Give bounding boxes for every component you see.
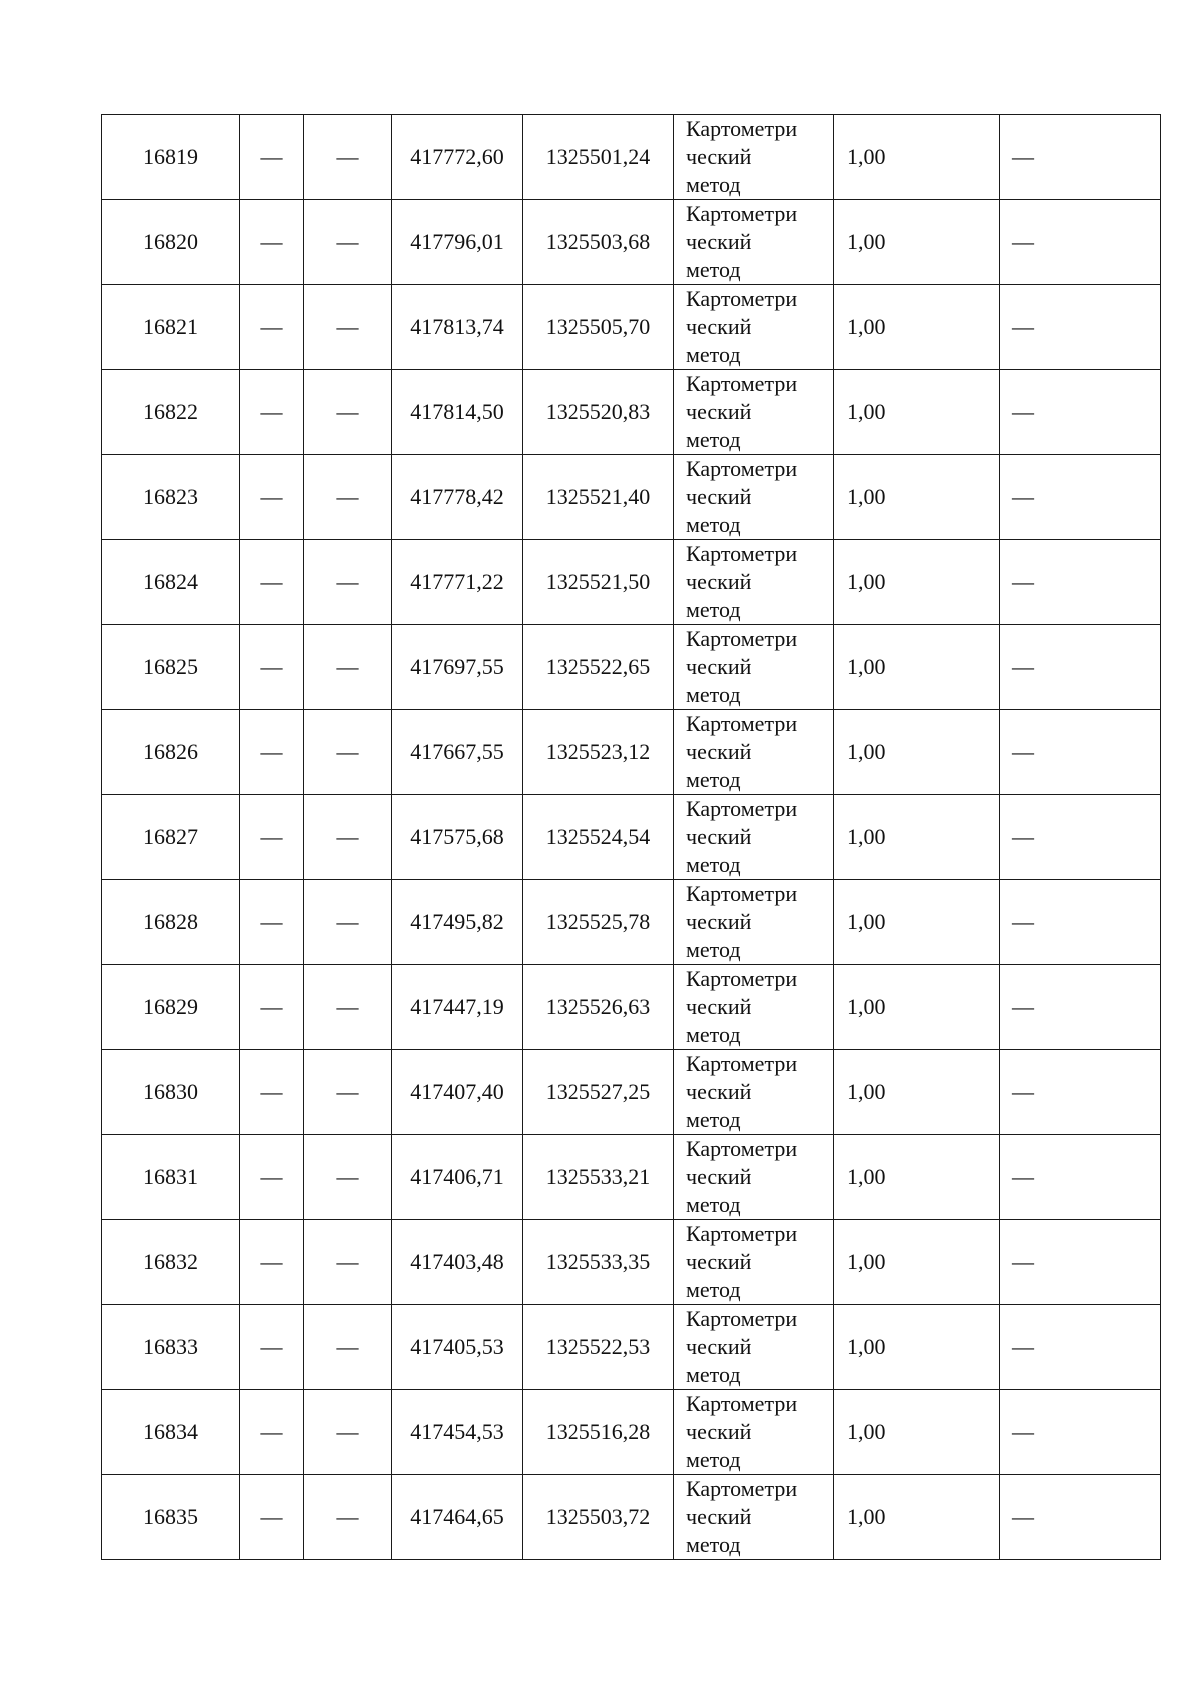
- accuracy-cell: 1,00: [834, 965, 1000, 1050]
- method-cell: Картометри ческий метод: [674, 1390, 834, 1475]
- description-cell: —: [1000, 540, 1161, 625]
- old-x-cell: —: [240, 200, 304, 285]
- point-number-cell: 16819: [102, 115, 240, 200]
- method-cell: Картометри ческий метод: [674, 540, 834, 625]
- method-cell: Картометри ческий метод: [674, 285, 834, 370]
- method-cell: Картометри ческий метод: [674, 455, 834, 540]
- accuracy-cell: 1,00: [834, 795, 1000, 880]
- y-coordinate-cell: 1325533,35: [523, 1220, 674, 1305]
- table-row: [102, 1220, 1161, 1305]
- old-y-cell: —: [304, 455, 392, 540]
- y-coordinate-cell: 1325503,72: [523, 1475, 674, 1560]
- old-x-cell: —: [240, 285, 304, 370]
- table-row: [102, 1305, 1161, 1390]
- y-coordinate-cell: 1325501,24: [523, 115, 674, 200]
- x-coordinate-cell: 417575,68: [392, 795, 523, 880]
- table-row: [102, 370, 1161, 455]
- y-coordinate-cell: 1325525,78: [523, 880, 674, 965]
- x-coordinate-cell: 417814,50: [392, 370, 523, 455]
- point-number-cell: 16820: [102, 200, 240, 285]
- coordinates-table: [101, 114, 1161, 1560]
- point-number-cell: 16830: [102, 1050, 240, 1135]
- table-row: [102, 455, 1161, 540]
- description-cell: —: [1000, 965, 1161, 1050]
- point-number-cell: 16827: [102, 795, 240, 880]
- x-coordinate-cell: 417771,22: [392, 540, 523, 625]
- x-coordinate-cell: 417697,55: [392, 625, 523, 710]
- old-x-cell: —: [240, 710, 304, 795]
- accuracy-cell: 1,00: [834, 1305, 1000, 1390]
- old-x-cell: —: [240, 880, 304, 965]
- description-cell: —: [1000, 1135, 1161, 1220]
- table-row: [102, 965, 1161, 1050]
- old-y-cell: —: [304, 1220, 392, 1305]
- old-x-cell: —: [240, 455, 304, 540]
- old-y-cell: —: [304, 880, 392, 965]
- old-y-cell: —: [304, 710, 392, 795]
- point-number-cell: 16828: [102, 880, 240, 965]
- old-y-cell: —: [304, 795, 392, 880]
- description-cell: —: [1000, 795, 1161, 880]
- method-cell: Картометри ческий метод: [674, 1475, 834, 1560]
- description-cell: —: [1000, 880, 1161, 965]
- description-cell: —: [1000, 200, 1161, 285]
- y-coordinate-cell: 1325521,40: [523, 455, 674, 540]
- x-coordinate-cell: 417405,53: [392, 1305, 523, 1390]
- table-body: [102, 115, 1161, 1560]
- method-cell: Картометри ческий метод: [674, 200, 834, 285]
- y-coordinate-cell: 1325516,28: [523, 1390, 674, 1475]
- y-coordinate-cell: 1325524,54: [523, 795, 674, 880]
- table-row: [102, 625, 1161, 710]
- accuracy-cell: 1,00: [834, 285, 1000, 370]
- old-y-cell: —: [304, 115, 392, 200]
- x-coordinate-cell: 417813,74: [392, 285, 523, 370]
- point-number-cell: 16834: [102, 1390, 240, 1475]
- accuracy-cell: 1,00: [834, 1475, 1000, 1560]
- point-number-cell: 16826: [102, 710, 240, 795]
- method-cell: Картометри ческий метод: [674, 710, 834, 795]
- y-coordinate-cell: 1325522,53: [523, 1305, 674, 1390]
- table-row: [102, 710, 1161, 795]
- point-number-cell: 16833: [102, 1305, 240, 1390]
- y-coordinate-cell: 1325521,50: [523, 540, 674, 625]
- y-coordinate-cell: 1325526,63: [523, 965, 674, 1050]
- old-y-cell: —: [304, 1050, 392, 1135]
- table-row: [102, 1390, 1161, 1475]
- description-cell: —: [1000, 1220, 1161, 1305]
- x-coordinate-cell: 417495,82: [392, 880, 523, 965]
- old-x-cell: —: [240, 370, 304, 455]
- point-number-cell: 16832: [102, 1220, 240, 1305]
- old-x-cell: —: [240, 1135, 304, 1220]
- x-coordinate-cell: 417778,42: [392, 455, 523, 540]
- y-coordinate-cell: 1325503,68: [523, 200, 674, 285]
- description-cell: —: [1000, 625, 1161, 710]
- table-row: [102, 285, 1161, 370]
- description-cell: —: [1000, 1475, 1161, 1560]
- accuracy-cell: 1,00: [834, 1050, 1000, 1135]
- method-cell: Картометри ческий метод: [674, 625, 834, 710]
- description-cell: —: [1000, 1390, 1161, 1475]
- point-number-cell: 16831: [102, 1135, 240, 1220]
- old-x-cell: —: [240, 1390, 304, 1475]
- table-row: [102, 200, 1161, 285]
- old-y-cell: —: [304, 200, 392, 285]
- x-coordinate-cell: 417796,01: [392, 200, 523, 285]
- table-row: [102, 115, 1161, 200]
- method-cell: Картометри ческий метод: [674, 115, 834, 200]
- description-cell: —: [1000, 1050, 1161, 1135]
- old-x-cell: —: [240, 965, 304, 1050]
- x-coordinate-cell: 417406,71: [392, 1135, 523, 1220]
- table-row: [102, 1135, 1161, 1220]
- old-x-cell: —: [240, 625, 304, 710]
- accuracy-cell: 1,00: [834, 625, 1000, 710]
- method-cell: Картометри ческий метод: [674, 370, 834, 455]
- old-x-cell: —: [240, 795, 304, 880]
- x-coordinate-cell: 417464,65: [392, 1475, 523, 1560]
- point-number-cell: 16822: [102, 370, 240, 455]
- accuracy-cell: 1,00: [834, 455, 1000, 540]
- old-y-cell: —: [304, 965, 392, 1050]
- table-row: [102, 1475, 1161, 1560]
- old-x-cell: —: [240, 540, 304, 625]
- old-x-cell: —: [240, 1305, 304, 1390]
- old-y-cell: —: [304, 285, 392, 370]
- accuracy-cell: 1,00: [834, 710, 1000, 795]
- method-cell: Картометри ческий метод: [674, 965, 834, 1050]
- description-cell: —: [1000, 115, 1161, 200]
- accuracy-cell: 1,00: [834, 1220, 1000, 1305]
- old-y-cell: —: [304, 1305, 392, 1390]
- x-coordinate-cell: 417403,48: [392, 1220, 523, 1305]
- x-coordinate-cell: 417454,53: [392, 1390, 523, 1475]
- point-number-cell: 16825: [102, 625, 240, 710]
- old-y-cell: —: [304, 540, 392, 625]
- point-number-cell: 16823: [102, 455, 240, 540]
- table-row: [102, 880, 1161, 965]
- old-y-cell: —: [304, 625, 392, 710]
- old-y-cell: —: [304, 370, 392, 455]
- old-y-cell: —: [304, 1390, 392, 1475]
- old-y-cell: —: [304, 1135, 392, 1220]
- point-number-cell: 16829: [102, 965, 240, 1050]
- y-coordinate-cell: 1325533,21: [523, 1135, 674, 1220]
- accuracy-cell: 1,00: [834, 115, 1000, 200]
- point-number-cell: 16824: [102, 540, 240, 625]
- old-x-cell: —: [240, 1050, 304, 1135]
- accuracy-cell: 1,00: [834, 200, 1000, 285]
- description-cell: —: [1000, 370, 1161, 455]
- y-coordinate-cell: 1325520,83: [523, 370, 674, 455]
- x-coordinate-cell: 417407,40: [392, 1050, 523, 1135]
- x-coordinate-cell: 417667,55: [392, 710, 523, 795]
- method-cell: Картометри ческий метод: [674, 1220, 834, 1305]
- old-x-cell: —: [240, 1475, 304, 1560]
- accuracy-cell: 1,00: [834, 880, 1000, 965]
- method-cell: Картометри ческий метод: [674, 1305, 834, 1390]
- table-row: [102, 1050, 1161, 1135]
- method-cell: Картометри ческий метод: [674, 880, 834, 965]
- old-x-cell: —: [240, 115, 304, 200]
- description-cell: —: [1000, 455, 1161, 540]
- accuracy-cell: 1,00: [834, 1390, 1000, 1475]
- method-cell: Картометри ческий метод: [674, 795, 834, 880]
- x-coordinate-cell: 417447,19: [392, 965, 523, 1050]
- table-row: [102, 795, 1161, 880]
- x-coordinate-cell: 417772,60: [392, 115, 523, 200]
- point-number-cell: 16835: [102, 1475, 240, 1560]
- table-row: [102, 540, 1161, 625]
- old-y-cell: —: [304, 1475, 392, 1560]
- description-cell: —: [1000, 710, 1161, 795]
- y-coordinate-cell: 1325505,70: [523, 285, 674, 370]
- method-cell: Картометри ческий метод: [674, 1135, 834, 1220]
- point-number-cell: 16821: [102, 285, 240, 370]
- old-x-cell: —: [240, 1220, 304, 1305]
- description-cell: —: [1000, 1305, 1161, 1390]
- y-coordinate-cell: 1325523,12: [523, 710, 674, 795]
- accuracy-cell: 1,00: [834, 540, 1000, 625]
- accuracy-cell: 1,00: [834, 1135, 1000, 1220]
- y-coordinate-cell: 1325527,25: [523, 1050, 674, 1135]
- y-coordinate-cell: 1325522,65: [523, 625, 674, 710]
- description-cell: —: [1000, 285, 1161, 370]
- method-cell: Картометри ческий метод: [674, 1050, 834, 1135]
- accuracy-cell: 1,00: [834, 370, 1000, 455]
